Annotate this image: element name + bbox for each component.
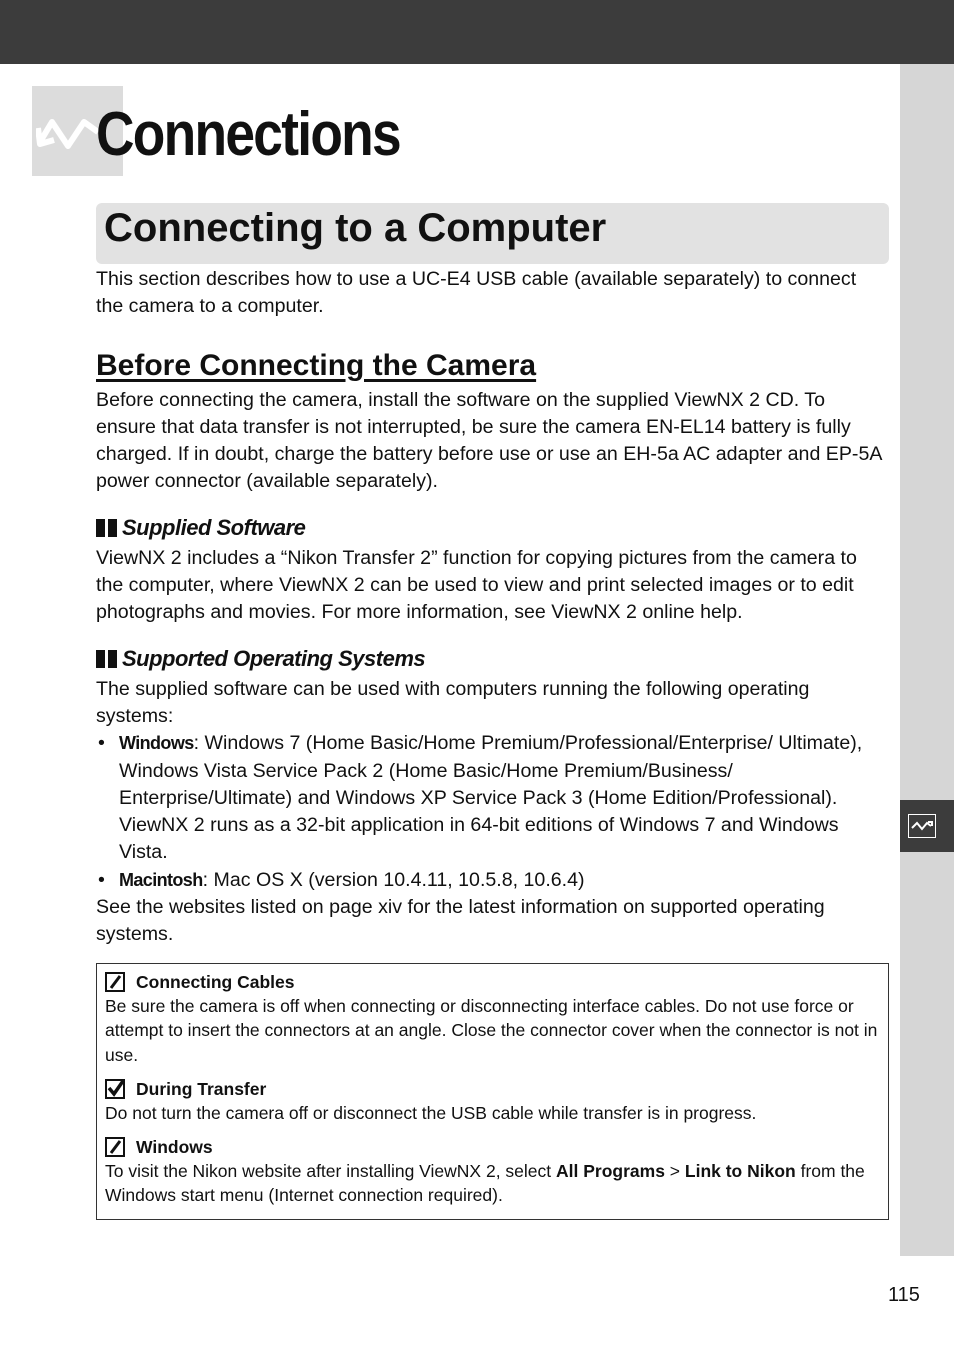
list-item	[96, 867, 888, 894]
os-description: : Mac OS X (version 10.4.11, 10.5.8, 10.6.4)	[202, 868, 585, 891]
note-title: Windows	[136, 1137, 213, 1158]
os-name: Windows	[119, 733, 194, 754]
note-title: Connecting Cables	[136, 972, 295, 992]
heading-marker-icon	[108, 650, 117, 668]
os-list	[96, 730, 888, 894]
heading-marker-icon	[108, 519, 117, 537]
section-title: Connecting to a Computer	[104, 206, 607, 250]
bullet-icon: •	[98, 868, 105, 891]
note-heading	[105, 970, 880, 994]
chapter-title: Connections	[96, 100, 400, 169]
side-thumb-strip	[900, 64, 954, 1256]
note-heading	[105, 1135, 880, 1159]
supported-os-heading	[96, 645, 888, 673]
note-text	[105, 1159, 880, 1208]
supplied-software-title: Supplied Software	[122, 514, 306, 540]
heading-marker-icon	[96, 519, 105, 537]
notes-box	[96, 963, 889, 1220]
connections-icon	[908, 814, 936, 838]
menu-path-all-programs: All Programs	[556, 1161, 665, 1182]
chapter-thumb-tab	[900, 800, 954, 852]
note-text-part: from the Windows start menu (Internet connection required).	[105, 1161, 865, 1206]
supported-os-intro: The supplied software can be used with computers running the following operating systems:	[96, 677, 810, 727]
before-connecting-heading: Before Connecting the Camera	[96, 348, 537, 382]
heading-marker-icon	[96, 650, 105, 668]
note-text: Do not turn the camera off or disconnect the USB cable while transfer is in progress.	[105, 1102, 757, 1123]
pencil-note-icon	[105, 1137, 127, 1157]
os-name: Macintosh	[119, 869, 203, 890]
bullet-icon: •	[98, 732, 105, 755]
intro-paragraph: This section describes how to use a UC-E4 USB cable (available separately) to connect the camera to a computer.	[96, 268, 857, 318]
note-text-part: To visit the Nikon website after installing ViewNX 2, select	[105, 1161, 556, 1182]
page-number: 115	[888, 1284, 920, 1306]
top-header-bar	[0, 0, 954, 64]
list-item	[96, 730, 888, 866]
note-title: During Transfer	[136, 1078, 267, 1099]
note-connecting-cables	[105, 970, 880, 1067]
menu-path-link-to-nikon: Link to Nikon	[684, 1161, 796, 1182]
note-during-transfer	[105, 1077, 880, 1125]
main-content	[96, 266, 888, 949]
supported-os-title: Supported Operating Systems	[122, 645, 426, 671]
supplied-software-heading	[96, 514, 888, 542]
checkmark-caution-icon	[105, 1079, 127, 1099]
menu-path-separator: >	[664, 1161, 685, 1182]
note-heading	[105, 1077, 880, 1101]
before-connecting-text: Before connecting the camera, install the software on the supplied ViewNX 2 CD. To ensure that data transfer is not interrupted, be sure the camera EN-EL14 battery is fully charged. If in doubt, charge the battery before use or use an EH-5a AC adapter and EP-5A power connector (available separately).	[96, 388, 882, 493]
os-description: : Windows 7 (Home Basic/Home Premium/Professional/Enterprise/ Ultimate), Windows Vista Service Pack 2 (Home Basic/Home Premium/Business/ Enterprise/Ultimate) and Windows XP Service Pack 3 (Home Edition/Professional). ViewNX 2 runs as a 32-bit application in 64-bit editions of Windows 7 and Windows Vista.	[119, 732, 863, 864]
pencil-note-icon	[105, 972, 127, 992]
supported-os-outro: See the websites listed on page xiv for the latest information on supported operating systems.	[96, 896, 825, 946]
note-windows	[105, 1135, 880, 1208]
supplied-software-text: ViewNX 2 includes a “Nikon Transfer 2” function for copying pictures from the camera to the computer, where ViewNX 2 can be used to view and print selected images or to edit photographs and movies. For more information, see ViewNX 2 online help.	[96, 546, 857, 624]
note-text: Be sure the camera is off when connecting or disconnecting interface cables. Do not use force or attempt to insert the connectors at an angle. Close the connector cover when the connector is not in use.	[105, 996, 878, 1065]
